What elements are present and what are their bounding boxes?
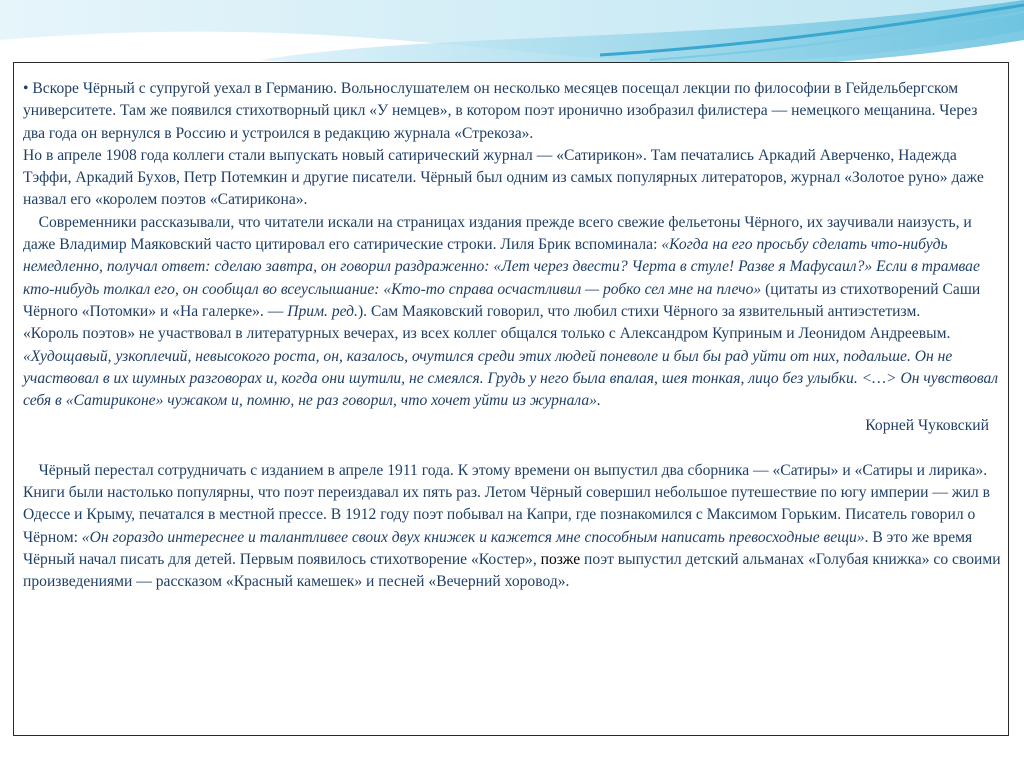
citation-text: (цитаты из стихотворений Саши Чёрного «Потомки» и «На галерке». — [23,280,981,320]
editor-note: Прим. ред. [287,302,358,320]
gorky-quote: «Он гораздо интереснее и талантливее своих двух книжек и кажется мне способным написать превосходные вещи» [81,528,865,546]
text-frame [13,62,1009,736]
paragraph-king-of-poets: «Король поэтов» не участвовал в литературных вечерах, из всех коллег общался только с Александром Куприным и Леонидом Андреевым. [23,325,951,343]
chukovsky-quote: «Худощавый, узкоплечий, невысокого роста, он, казалось, очутился среди этих людей поневоле и был бы рад уйти от них, подальше. Он не участвовал в их шумных разговорах и, когда они шутили, не смеялся. Грудь у него была впалая, шея тонкая, лицо без улыбки. <…> Он чувствовал себя в «Сатириконе» чужаком и, помню, не раз говорил, что хочет уйти из журнала». [23,347,999,410]
paragraph-satirikon: Но в апреле 1908 года коллеги стали выпускать новый сатирический журнал — «Сатирикон». Там печатались Аркадий Аверченко, Надежда Тэффи, Аркадий Бухов, Петр Потемкин и другие писатели. Чёрный был одним из самых популярных литераторов, журнал «Золотое руно» даже назвал его «королем поэтов «Сатирикона». [23,146,984,209]
paragraph-germany: • Вскоре Чёрный с супругой уехал в Германию. Вольнослушателем он несколько месяцев посещал лекции по философии в Гейдельбергском университете. Там же появился стихотворный цикл «У немцев», в котором поэт иронично изобразил филистера — немецкого мещанина. Через два года он вернулся в Россию и устроился в редакцию журнала «Стрекоза». [23,80,978,142]
brik-quote: «Когда на его просьбу сделать что-нибудь немедленно, получал ответ: сделаю завтра, он говорил раздраженно: «Лет через двести? Черта в стуле! Разве я Мафусаил?» Если в трамвае кто-нибудь толкал его, он сообщал во всеуслышание: «Кто-то справа осчастливил — робко сел мне на плечо» [23,236,980,298]
contemporaries-text: Современники рассказывали, что читатели искали на страницах издания прежде всего свежие фельетоны Чёрного, их заучивали наизусть, и даже Владимир Маяковский часто цитировал его сатирические строки. Лиля Брик вспоминала: [23,213,972,254]
almanac-text: поэт выпустил детский альманах «Голубая книжка» со своими произведениями — рассказом «Красный камешек» и песней «Вечерний хоровод». [23,550,1001,591]
children-text: . В это же время Чёрный начал писать для детей. Первым появилось стихотворение «Костер», [23,528,973,568]
antiaesthetics-text: ). Сам Маяковский говорил, что любил стихи Чёрного за язвительный антиэстетизм. [357,302,921,320]
document-body [23,78,1003,594]
paragraph-contemporaries [23,212,1003,323]
after-satirikon-text: Чёрный перестал сотрудничать с изданием в апреле 1911 года. К этому времени он выпустил два сборника — «Сатиры» и «Сатиры и лирика». Книги были настолько популярны, что поэт переиздавал их пять раз. Летом Чёрный совершил небольшое путешествие по югу империи — жил в Одессе и Крыму, печатался в местной прессе. В 1912 году поэт побывал на Капри, где познакомился с Максимом Горьким. Писатель говорил о Чёрном: [23,461,990,546]
quote-signature: Корней Чуковский [865,417,989,435]
paragraph-after-satirikon [23,460,1003,594]
later-word: позже [540,550,581,568]
